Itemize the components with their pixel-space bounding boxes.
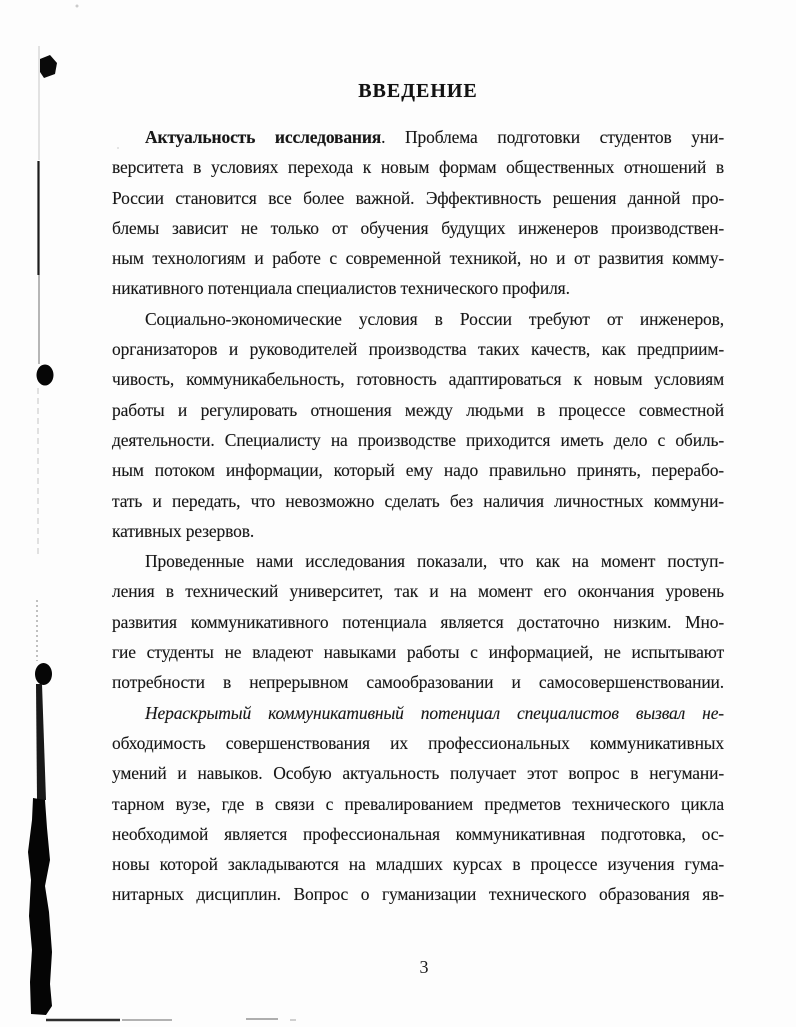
text-segment: ления в технический университет, так и на момент его окончания уровень xyxy=(112,581,724,602)
text-segment: кативных резервов. xyxy=(112,520,255,541)
text-segment: обходимость совершенствования их профессиональных коммуникативных xyxy=(112,732,724,753)
text-line xyxy=(112,152,724,182)
text-line xyxy=(112,546,724,576)
text-segment: тать и передать, что невозможно сделать без наличия личностных коммуни- xyxy=(112,490,724,511)
text-segment: потребности в непрерывном самообразовании и самосовершенствовании. xyxy=(112,672,724,693)
text-line xyxy=(112,516,724,546)
text-segment: гие студенты не владеют навыками работы с информацией, не испытывают xyxy=(112,642,724,663)
text-segment: Проведенные нами исследования показали, что как на момент поступ- xyxy=(145,551,724,572)
text-line xyxy=(112,395,724,425)
text-segment: организаторов и руководителей производства таких качеств, как предприим- xyxy=(112,339,724,360)
text-segment: работы и регулировать отношения между людьми в процессе совместной xyxy=(112,399,724,420)
ink-blob-top xyxy=(40,55,57,78)
text-line xyxy=(112,698,724,728)
document-body xyxy=(112,122,724,910)
text-segment: верситета в условиях перехода к новым формам общественных отношений в xyxy=(112,157,724,178)
ink-blob-lower xyxy=(35,663,52,685)
text-line xyxy=(112,273,724,303)
text-line xyxy=(112,334,724,364)
text-line xyxy=(112,879,724,909)
text-line xyxy=(112,213,724,243)
text-line xyxy=(112,576,724,606)
text-line xyxy=(112,789,724,819)
text-line xyxy=(112,667,724,697)
text-segment: необходимой является профессиональная коммуникативная подготовка, ос- xyxy=(112,823,724,844)
text-line xyxy=(112,486,724,516)
ink-smear-bottom xyxy=(28,798,52,1015)
text-line xyxy=(112,728,724,758)
text-line xyxy=(112,304,724,334)
ink-blob-middle xyxy=(37,365,54,386)
scan-speck xyxy=(76,5,79,8)
text-segment: Нераскрытый коммуникативный потенциал специалистов вызвал не- xyxy=(145,702,724,723)
text-segment: тарном вузе, где в связи с превалированием предметов технического цикла xyxy=(112,793,724,814)
text-segment: России становится все более важной. Эффективность решения данной про- xyxy=(112,187,724,208)
text-line xyxy=(112,637,724,667)
text-segment: блемы зависит не только от обучения будущих инженеров производствен- xyxy=(112,217,724,238)
text-line xyxy=(112,455,724,485)
text-segment: Актуальность исследования xyxy=(145,127,382,147)
text-line xyxy=(112,758,724,788)
text-line xyxy=(112,243,724,273)
ink-streak xyxy=(36,684,46,800)
text-segment: . Проблема подготовки студентов уни- xyxy=(381,127,724,147)
text-line xyxy=(112,849,724,879)
text-line xyxy=(112,819,724,849)
text-segment: Социально-экономические условия в России требуют от инженеров, xyxy=(145,308,724,329)
text-segment: чивость, коммуникабельность, готовность адаптироваться к новым условиям xyxy=(112,369,724,390)
page-number: 3 xyxy=(419,957,429,977)
text-segment: умений и навыков. Особую актуальность получает этот вопрос в негумани- xyxy=(112,763,724,784)
text-line xyxy=(112,183,724,213)
text-segment: новы которой закладываются на младших курсах в процессе изучения гума- xyxy=(112,854,724,875)
text-line xyxy=(112,607,724,637)
text-line xyxy=(112,364,724,394)
text-line xyxy=(112,122,724,152)
page-title: ВВЕДЕНИЕ xyxy=(358,80,478,102)
text-segment: ным технологиям и работе с современной техникой, но и от развития комму- xyxy=(112,248,724,269)
text-segment: ным потоком информации, который ему надо правильно принять, перерабо- xyxy=(112,460,724,481)
text-segment: развития коммуникативного потенциала является достаточно низким. Мно- xyxy=(112,611,724,632)
text-segment: никативного потенциала специалистов технического профиля. xyxy=(112,278,570,299)
text-segment: деятельности. Специалисту на производстве приходится иметь дело с обиль- xyxy=(112,429,724,450)
text-segment: нитарных дисциплин. Вопрос о гуманизации технического образования яв- xyxy=(112,884,724,905)
text-line xyxy=(112,425,724,455)
